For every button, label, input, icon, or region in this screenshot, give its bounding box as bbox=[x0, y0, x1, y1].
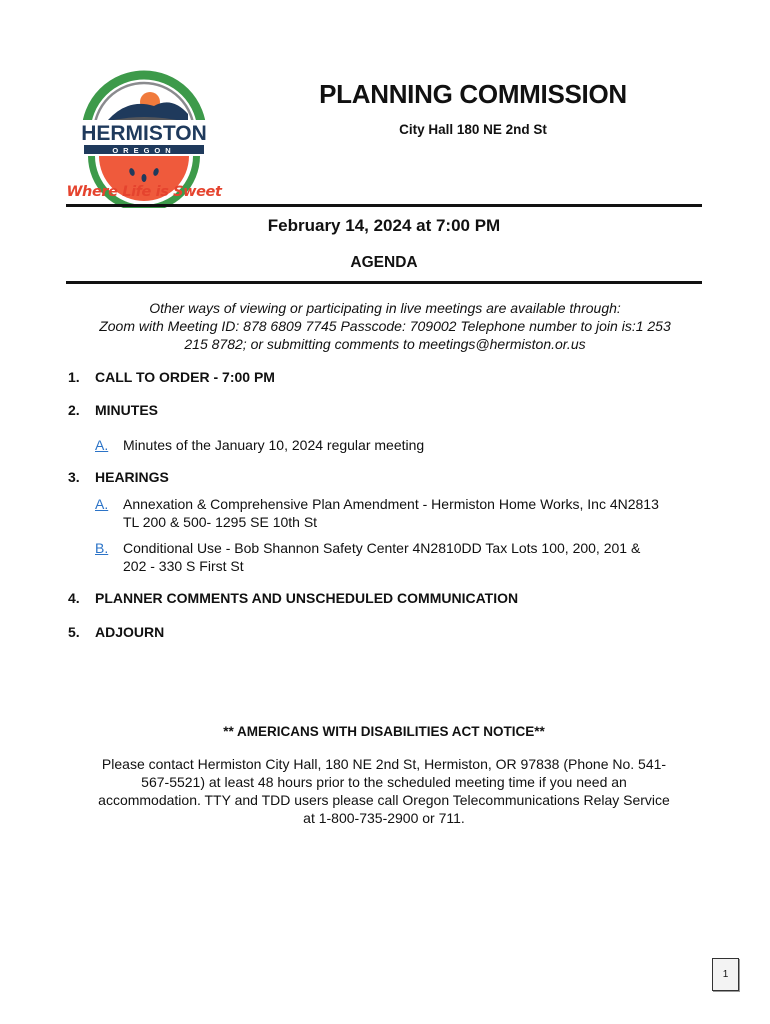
item-number: 2. bbox=[68, 402, 80, 418]
page-subtitle: City Hall 180 NE 2nd St bbox=[399, 122, 547, 137]
sub-item-text: Conditional Use - Bob Shannon Safety Center 4N2810DD Tax Lots 100, 200, 201 & bbox=[123, 540, 641, 556]
logo-name: HERMISTON bbox=[81, 122, 207, 145]
item-number: 4. bbox=[68, 590, 80, 606]
ada-line: Please contact Hermiston City Hall, 180 NE 2nd St, Hermiston, OR 97838 (Phone No. 541- bbox=[101, 756, 667, 772]
minutes-a-link[interactable]: A. bbox=[95, 437, 109, 453]
logo-tagline: Where Life is Sweet bbox=[66, 184, 222, 200]
ada-line: accommodation. TTY and TDD users please call Oregon Telecommunications Relay Service bbox=[98, 792, 670, 808]
page-number: 1 bbox=[712, 958, 739, 991]
item-label: ADJOURN bbox=[95, 624, 165, 640]
sub-item-text: 202 - 330 S First St bbox=[123, 558, 244, 574]
sub-item-text: Minutes of the January 10, 2024 regular meeting bbox=[123, 437, 425, 453]
ada-line: 567-5521) at least 48 hours prior to the scheduled meeting time if you need an bbox=[141, 774, 627, 790]
item-number: 1. bbox=[68, 369, 80, 385]
sub-item-text: Annexation & Comprehensive Plan Amendment - Hermiston Home Works, Inc 4N2813 bbox=[123, 496, 659, 512]
sub-item-text: TL 200 & 500- 1295 SE 10th St bbox=[123, 514, 318, 530]
divider-top bbox=[66, 204, 702, 207]
participation-line: Zoom with Meeting ID: 878 6809 7745 Passcode: 709002 Telephone number to join is:1 253 bbox=[99, 318, 671, 334]
item-number: 3. bbox=[68, 469, 80, 485]
participation-line: Other ways of viewing or participating in live meetings are available through: bbox=[149, 300, 621, 316]
hearing-b-link[interactable]: B. bbox=[95, 540, 109, 556]
item-label: MINUTES bbox=[95, 402, 158, 418]
item-label: PLANNER COMMENTS AND UNSCHEDULED COMMUNICATION bbox=[95, 590, 519, 606]
participation-info bbox=[60, 299, 710, 353]
page-title: PLANNING COMMISSION bbox=[319, 79, 627, 109]
item-label: CALL TO ORDER - 7:00 PM bbox=[95, 369, 275, 385]
ada-notice-body bbox=[66, 755, 702, 827]
item-label: HEARINGS bbox=[95, 469, 169, 485]
agenda-heading: AGENDA bbox=[350, 254, 418, 271]
ada-notice-title: ** AMERICANS WITH DISABILITIES ACT NOTICE** bbox=[223, 724, 545, 739]
participation-line: 215 8782; or submitting comments to meetings@hermiston.or.us bbox=[184, 336, 586, 352]
ada-line: at 1-800-735-2900 or 711. bbox=[303, 810, 465, 826]
meeting-date: February 14, 2024 at 7:00 PM bbox=[267, 216, 501, 235]
item-number: 5. bbox=[68, 624, 80, 640]
divider-bottom bbox=[66, 281, 702, 284]
hearing-a-link[interactable]: A. bbox=[95, 496, 109, 512]
logo-state: OREGON bbox=[112, 146, 176, 155]
